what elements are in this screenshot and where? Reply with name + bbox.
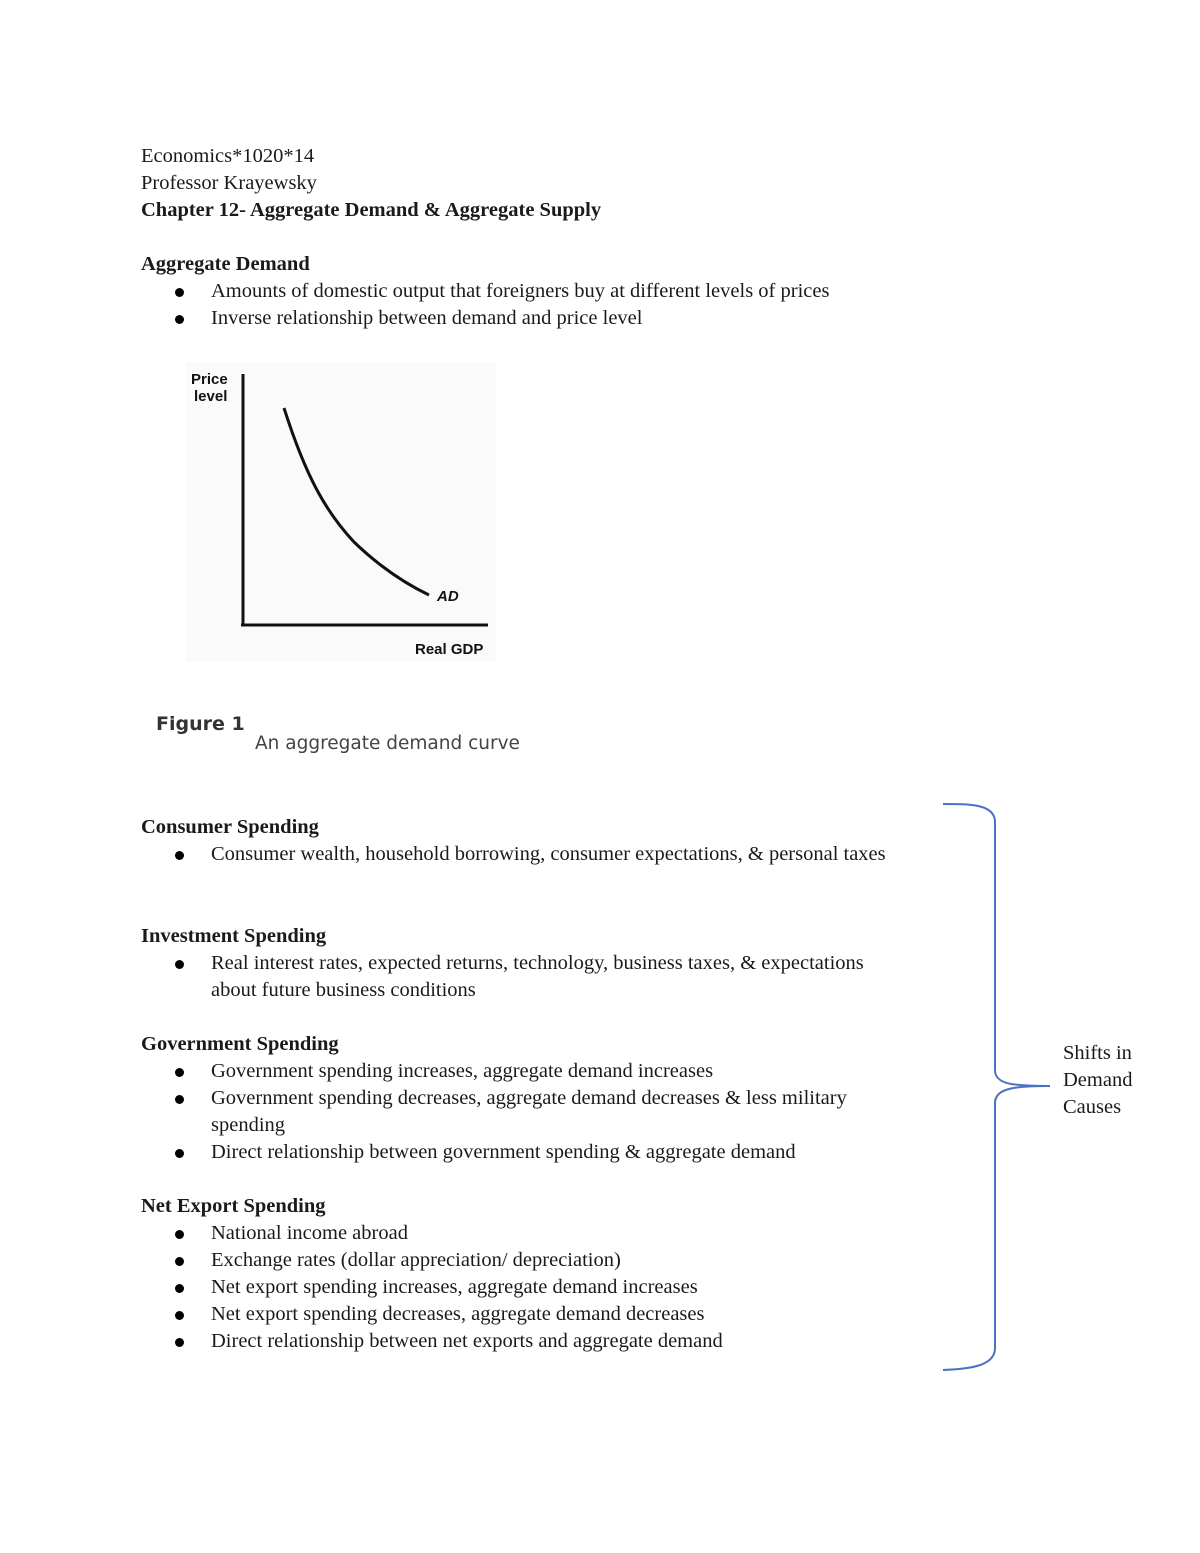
bullet-icon: [175, 851, 184, 860]
list-item-text: Net export spending increases, aggregate demand increases: [211, 1276, 698, 1298]
list-item-text: Government spending increases, aggregate demand increases: [211, 1060, 714, 1082]
list-item: [141, 1058, 901, 1085]
list-item: [141, 1139, 901, 1166]
bullet-icon: [175, 1257, 184, 1266]
bullet-icon: [175, 1149, 184, 1158]
government-spending-heading: Government Spending: [141, 1033, 339, 1055]
bullet-icon: [175, 1095, 184, 1104]
list-item: [141, 1247, 901, 1274]
brace-note-line3: Causes: [1063, 1096, 1122, 1118]
list-item: [141, 1274, 901, 1301]
y-axis-label-line1: Price: [191, 371, 228, 388]
list-item-text: Inverse relationship between demand and price level: [211, 307, 643, 329]
aggregate-demand-list: [141, 278, 901, 332]
brace-path: [943, 804, 1050, 1370]
investment-spending-heading: Investment Spending: [141, 925, 327, 947]
consumer-spending-list: [141, 841, 901, 868]
y-axis-label-line2: level: [194, 388, 228, 405]
consumer-spending-heading: Consumer Spending: [141, 816, 319, 838]
list-item-text: Consumer wealth, household borrowing, consumer expectations, & personal taxes: [211, 843, 886, 865]
aggregate-demand-heading: Aggregate Demand: [141, 253, 310, 275]
list-item-text: Amounts of domestic output that foreigners buy at different levels of prices: [211, 280, 830, 302]
list-item: [141, 950, 901, 1004]
list-item-text: Real interest rates, expected returns, technology, business taxes, & expectations about future business conditions: [211, 952, 864, 1001]
bullet-icon: [175, 1311, 184, 1320]
list-item-text: Exchange rates (dollar appreciation/ depreciation): [211, 1249, 621, 1271]
bullet-icon: [175, 1338, 184, 1347]
x-axis-label: Real GDP: [415, 641, 484, 658]
chapter-title: Chapter 12- Aggregate Demand & Aggregate Supply: [141, 199, 602, 221]
aggregate-demand-chart: [186, 362, 496, 662]
list-item: [141, 278, 901, 305]
chart-background: [186, 362, 496, 662]
list-item: [141, 305, 901, 332]
brace-note-line1: Shifts in: [1063, 1042, 1132, 1064]
list-item-text: Direct relationship between government spending & aggregate demand: [211, 1141, 796, 1163]
list-item-text: Direct relationship between net exports and aggregate demand: [211, 1330, 723, 1352]
bullet-icon: [175, 315, 184, 324]
list-item: [141, 841, 901, 868]
list-item: [141, 1328, 901, 1355]
list-item-text: Net export spending decreases, aggregate demand decreases: [211, 1303, 705, 1325]
net-export-spending-list: [141, 1220, 901, 1355]
bullet-icon: [175, 1284, 184, 1293]
bullet-icon: [175, 1068, 184, 1077]
investment-spending-list: [141, 950, 901, 1004]
list-item: [141, 1220, 901, 1247]
professor-name: Professor Krayewsky: [141, 172, 317, 194]
list-item: [141, 1085, 901, 1139]
figure-caption: An aggregate demand curve: [255, 733, 520, 754]
brace-note-line2: Demand: [1063, 1069, 1133, 1091]
course-code: Economics*1020*14: [141, 145, 315, 167]
bullet-icon: [175, 960, 184, 969]
government-spending-list: [141, 1058, 901, 1166]
list-item: [141, 1301, 901, 1328]
list-item-text: National income abroad: [211, 1222, 408, 1244]
ad-curve-label: AD: [437, 588, 459, 605]
right-brace-icon: [940, 800, 1060, 1375]
list-item-text: Government spending decreases, aggregate demand decreases & less military spending: [211, 1087, 847, 1136]
bullet-icon: [175, 1230, 184, 1239]
bullet-icon: [175, 288, 184, 297]
net-export-spending-heading: Net Export Spending: [141, 1195, 326, 1217]
brace-note: [1063, 1040, 1173, 1121]
figure-label: Figure 1: [156, 713, 245, 735]
